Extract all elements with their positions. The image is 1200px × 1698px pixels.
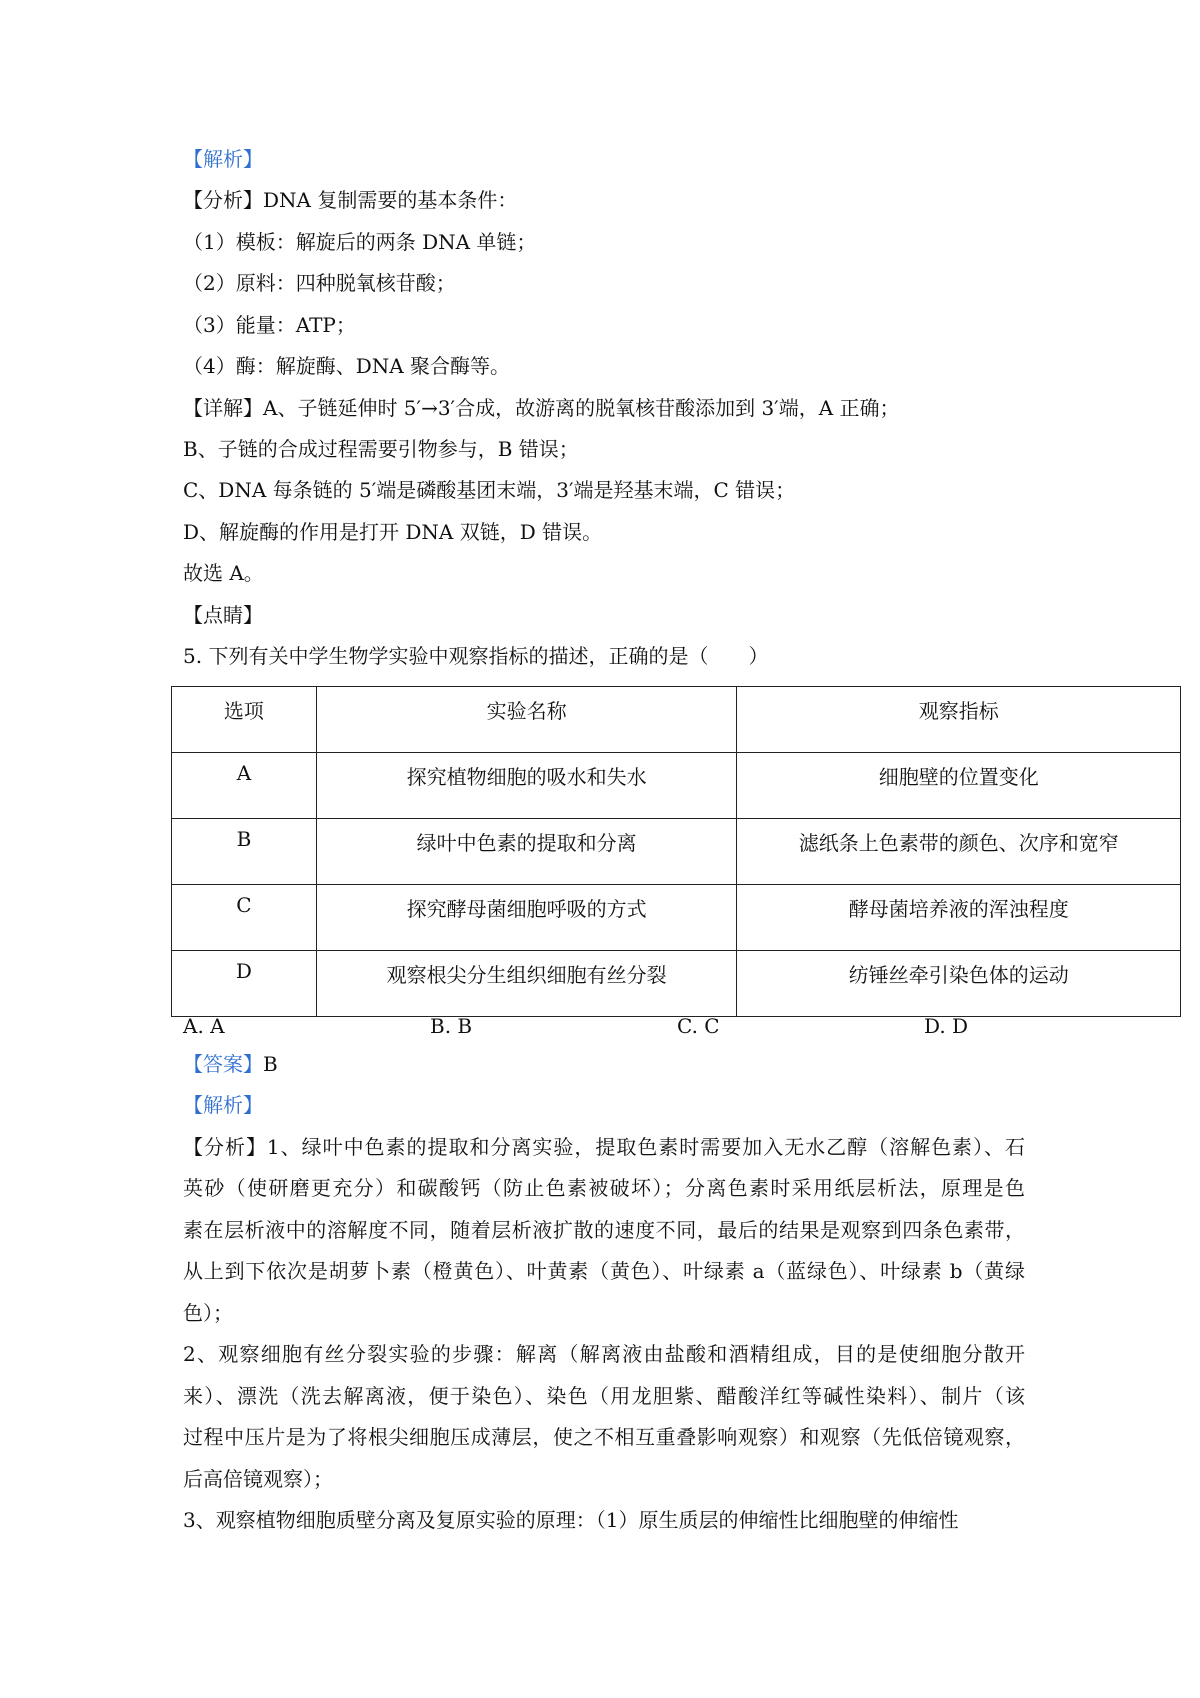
table-row [172,951,1181,1017]
analysis-heading-2: 【解析】 [183,1093,263,1117]
question-text: 5. 下列有关中学生物学实验中观察指标的描述，正确的是（ ） [183,644,769,668]
table-cell: 纺锤丝牵引染色体的运动 [737,951,1181,1017]
analysis-line: 3、观察植物细胞质壁分离及复原实验的原理：（1）原生质层的伸缩性比细胞壁的伸缩性 [183,1508,959,1532]
analysis-line: 【分析】1、绿叶中色素的提取和分离实验，提取色素时需要加入无水乙醇（溶解色素）、石 [183,1135,1025,1159]
analysis-line: 从上到下依次是胡萝卜素（橙黄色）、叶黄素（黄色）、叶绿素 a（蓝绿色）、叶绿素 b（黄绿 [183,1259,1025,1283]
table-cell: 观察根尖分生组织细胞有丝分裂 [316,951,737,1017]
analysis-line: 色）； [183,1301,233,1325]
condition-item: （1）模板：解旋后的两条 DNA 单链； [183,230,537,254]
analysis-line: 素在层析液中的溶解度不同，随着层析液扩散的速度不同，最后的结果是观察到四条色素带， [183,1218,1025,1242]
table-header-row [172,687,1181,753]
header-cell: 实验名称 [316,687,737,753]
table-row [172,819,1181,885]
table-cell: 酵母菌培养液的浑浊程度 [737,885,1181,951]
table-cell: 探究酵母菌细胞呼吸的方式 [316,885,737,951]
table-cell: B [172,819,317,885]
detail-b: B、子链的合成过程需要引物参与，B 错误； [183,437,579,461]
table-cell: C [172,885,317,951]
table-cell: 滤纸条上色素带的颜色、次序和宽窄 [737,819,1181,885]
analysis-line: 英砂（使研磨更充分）和碳酸钙（防止色素被破坏）；分离色素时采用纸层析法，原理是色 [183,1176,1025,1200]
header-cell: 选项 [172,687,317,753]
condition-item: （2）原料：四种脱氧核苷酸； [183,271,456,295]
analysis-heading: 【解析】 [183,147,263,171]
experiment-table [171,686,1181,1017]
table-cell: 细胞壁的位置变化 [737,753,1181,819]
option-a: A. A [183,1014,225,1038]
detail-d: D、解旋酶的作用是打开 DNA 双链，D 错误。 [183,520,603,544]
condition-item: （4）酶：解旋酶、DNA 聚合酶等。 [183,354,511,378]
analysis-intro [183,180,517,221]
detail-a: 【详解】A、子链延伸时 5′→3′合成，故游离的脱氧核苷酸添加到 3′端，A 正确； [183,396,900,420]
answer-tag: 【答案】 [183,1052,263,1076]
analysis-text: DNA 复制需要的基本条件： [263,188,518,212]
answer-choice: 故选 A。 [183,561,264,585]
option-b: B. B [430,1014,473,1038]
analysis-line: 来）、漂洗（洗去解离液，便于染色）、染色（用龙胆紫、醋酸洋红等碱性染料）、制片（该 [183,1384,1025,1408]
table-cell: 绿叶中色素的提取和分离 [316,819,737,885]
header-cell: 观察指标 [737,687,1181,753]
answer-value: B [263,1052,278,1076]
option-c: C. C [677,1014,720,1038]
table-cell: 探究植物细胞的吸水和失水 [316,753,737,819]
table-cell: D [172,951,317,1017]
detail-c: C、DNA 每条链的 5′端是磷酸基团末端，3′端是羟基末端，C 错误； [183,478,796,502]
analysis-line: 后高倍镜观察）； [183,1467,333,1491]
table-row [172,753,1181,819]
answer-line [183,1044,278,1085]
comment-heading: 【点睛】 [183,603,263,627]
condition-item: （3）能量：ATP； [183,313,356,337]
analysis-line: 过程中压片是为了将根尖细胞压成薄层，使之不相互重叠影响观察）和观察（先低倍镜观察， [183,1425,1025,1449]
table-cell: A [172,753,317,819]
option-d: D. D [924,1014,969,1038]
analysis-line: 2、观察细胞有丝分裂实验的步骤：解离（解离液由盐酸和酒精组成，目的是使细胞分散开 [183,1342,1025,1366]
analysis-tag: 【分析】 [183,188,263,212]
table-row [172,885,1181,951]
